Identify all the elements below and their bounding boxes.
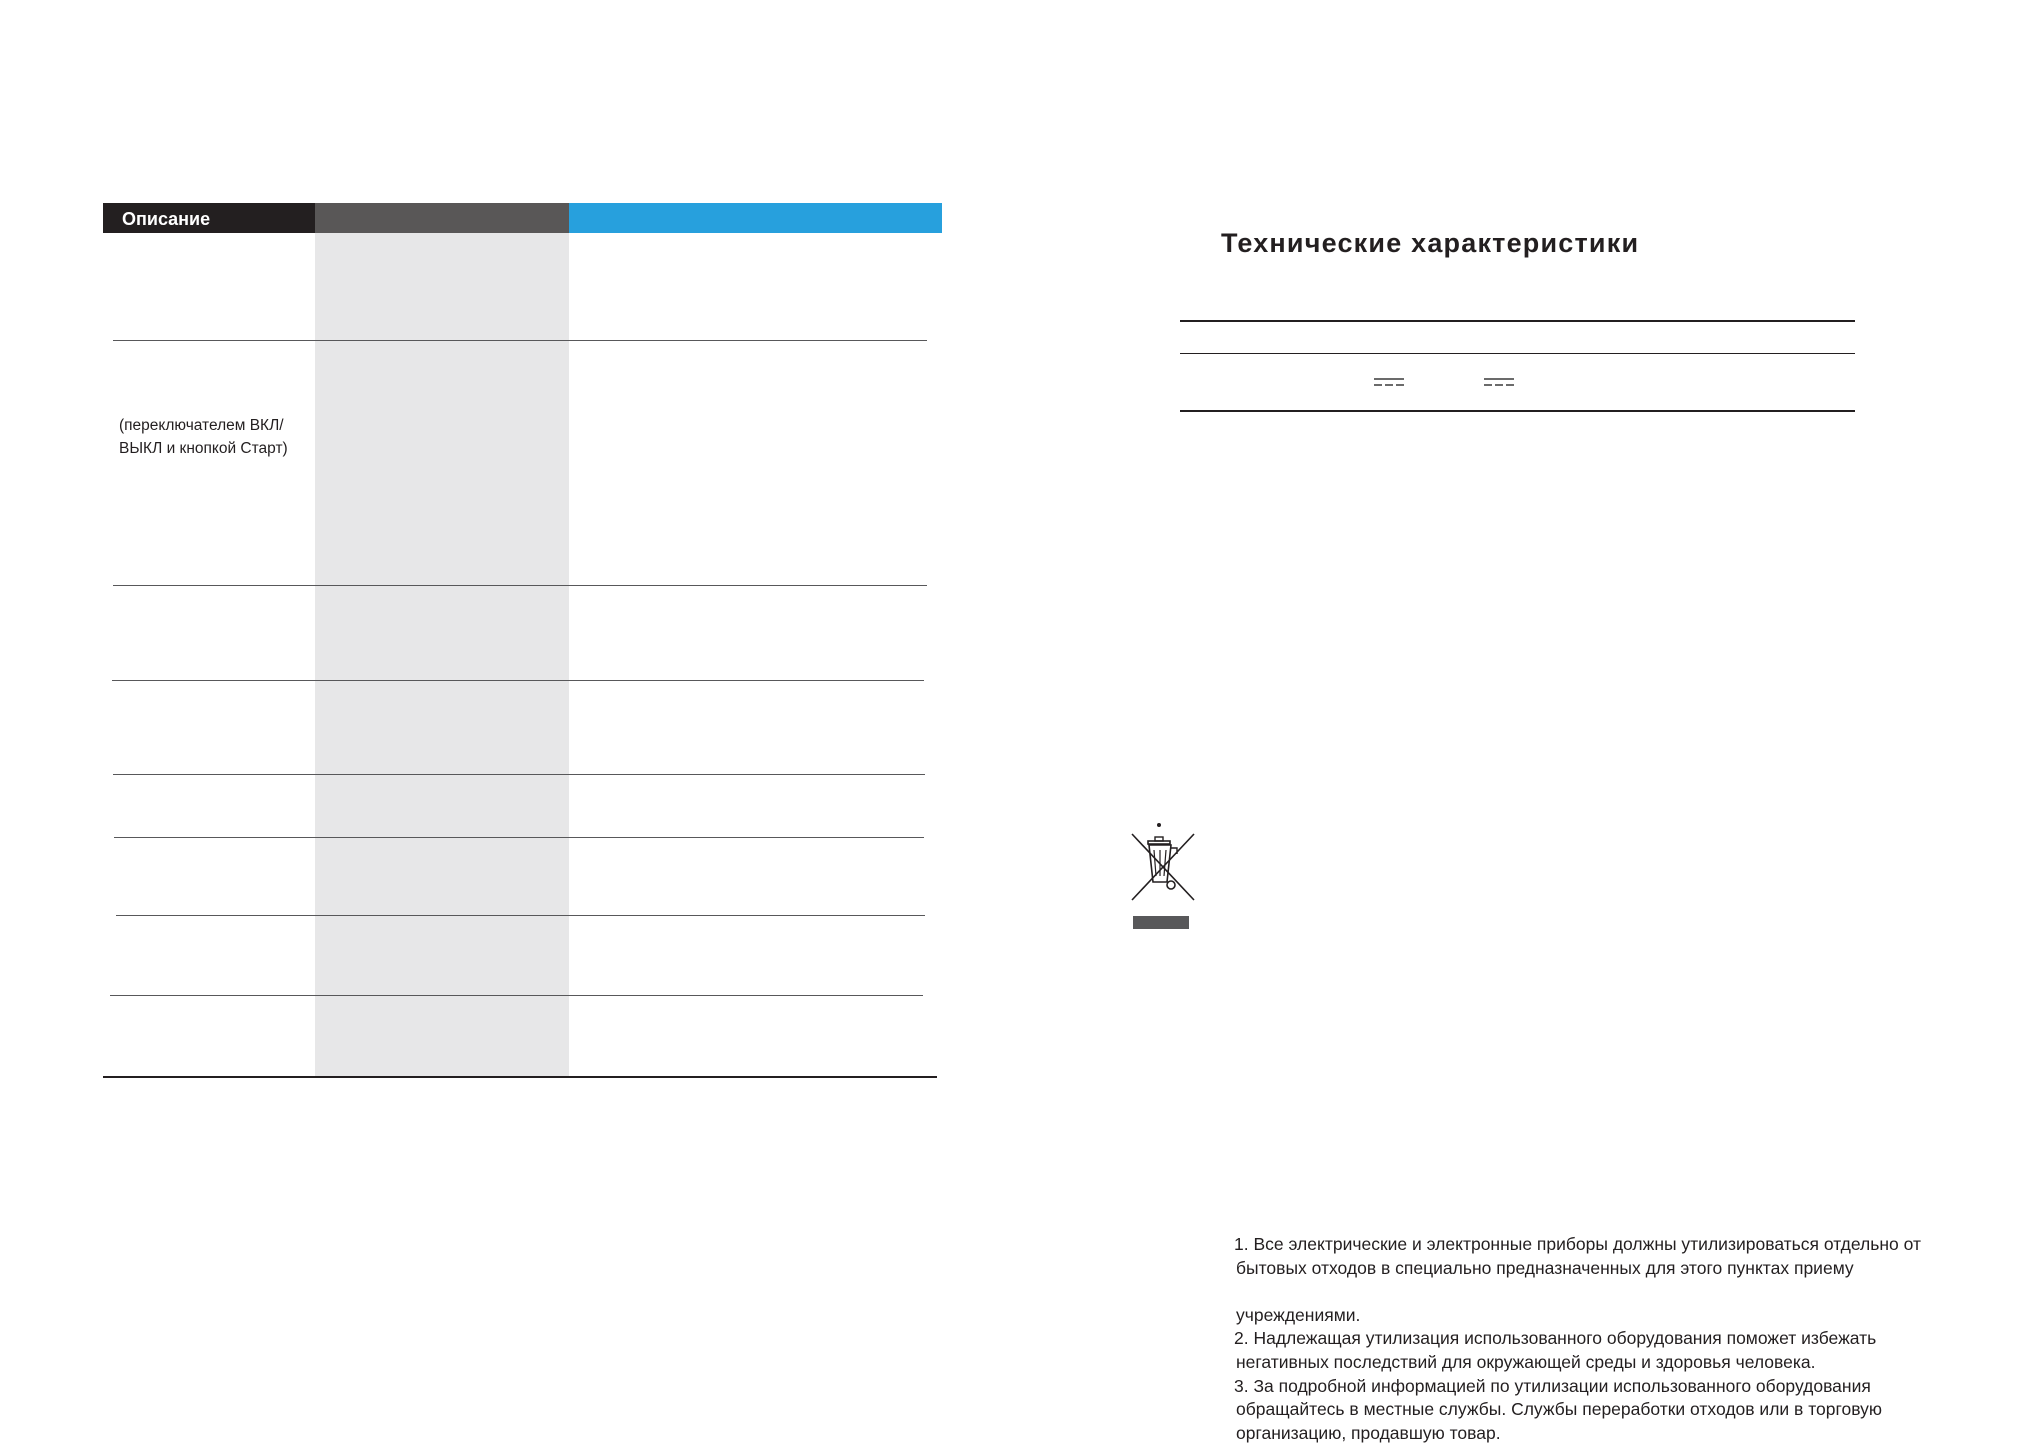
disposal-line: бытовых отходов в специально предназначенных для этого пунктах приему [1236,1257,1854,1278]
disposal-line: 3. За подробной информацией по утилизации использованного оборудования [1234,1375,1871,1396]
table-row-divider [113,340,927,341]
disposal-instructions [1234,1233,1994,1445]
table-row-divider [113,585,927,586]
table-row-divider [113,774,925,775]
row-note-line: (переключателем ВКЛ/ [119,417,284,434]
table-row-divider [116,915,925,916]
table-row-divider [110,995,923,996]
specs-title: Технические характеристики [1221,228,1640,258]
specs-rule-bottom [1180,410,1855,412]
crossed-out-wheeled-bin-icon [1130,822,1200,932]
specs-rule-top [1180,320,1855,322]
table-gray-column [315,233,569,1077]
dc-current-icon [1374,378,1404,387]
row-note-line: ВЫКЛ и кнопкой Старт) [119,440,288,457]
disposal-line: 2. Надлежащая утилизация использованного оборудования поможет избежать [1234,1328,1877,1349]
dc-current-icon [1484,378,1514,387]
table-header-label: Описание [122,209,211,229]
disposal-line: негативных последствий для окружающей среды и здоровья человека. [1236,1351,1816,1372]
table-row-divider [112,680,924,681]
specs-rule-middle [1180,353,1855,354]
disposal-line: организацию, продавшую товар. [1236,1422,1501,1443]
table-row-note [119,414,288,460]
disposal-line: обращайтесь в местные службы. Службы переработки отходов или в торговую [1236,1399,1883,1420]
table-header-middle [315,203,569,233]
table-row-divider [114,837,924,838]
disposal-line: 1. Все электрические и электронные приборы должны утилизироваться отдельно от [1234,1234,1921,1254]
table-bottom-border [103,1076,937,1078]
table-header-right [569,203,942,233]
disposal-line: учреждениями. [1236,1304,1361,1325]
